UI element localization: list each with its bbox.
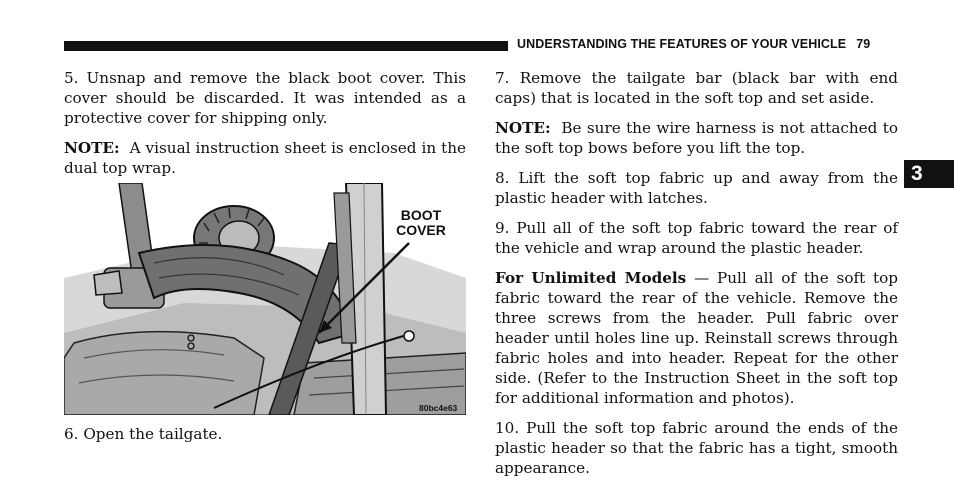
step-9: 9. Pull all of the soft top fabric toward the rear of the vehicle and wrap around the plastic header.	[495, 219, 898, 257]
unlimited-text: — Pull all of the soft top fabric toward the rear of the vehicle. Remove the three screws from the header. Pull fabric over header until holes line up. Reinstall screws through fabric holes and into header. Repeat for the other side. (Refer to the Instruction Sheet in the soft top for additional information and photos).	[495, 269, 898, 407]
boot-cover-callout	[386, 208, 456, 238]
note-text: A visual instruction sheet is enclosed in the dual top wrap.	[64, 139, 466, 177]
figure-code: 80bc4e63	[419, 403, 458, 413]
note-text: Be sure the wire harness is not attached to the soft top bows before you lift the top.	[495, 119, 898, 157]
unlimited-models	[495, 268, 898, 408]
running-header	[517, 37, 870, 51]
callout-line-2: COVER	[396, 222, 446, 238]
step-5: 5. Unsnap and remove the black boot cover. This cover should be discarded. It was intended as a protective cover for shipping only.	[64, 69, 466, 127]
right-note	[495, 118, 898, 158]
header-rule	[64, 41, 508, 51]
section-title: UNDERSTANDING THE FEATURES OF YOUR VEHICLE	[517, 37, 847, 51]
note-label: NOTE:	[495, 119, 551, 137]
step-10: 10. Pull the soft top fabric around the ends of the plastic header so that the fabric has a tight, smooth appearance.	[495, 419, 898, 477]
left-column	[64, 68, 466, 188]
step-6: 6. Open the tailgate.	[64, 425, 223, 443]
left-note	[64, 138, 466, 178]
callout-line-1: BOOT	[400, 207, 442, 223]
note-label: NOTE:	[64, 139, 120, 157]
page-number: 79	[856, 37, 871, 51]
chapter-tab: 3	[904, 160, 954, 188]
unlimited-label: For Unlimited Models	[495, 269, 687, 287]
right-column	[495, 68, 898, 488]
step-7: 7. Remove the tailgate bar (black bar with end caps) that is located in the soft top and set aside.	[495, 69, 898, 107]
step-8: 8. Lift the soft top fabric up and away from the plastic header with latches.	[495, 169, 898, 207]
